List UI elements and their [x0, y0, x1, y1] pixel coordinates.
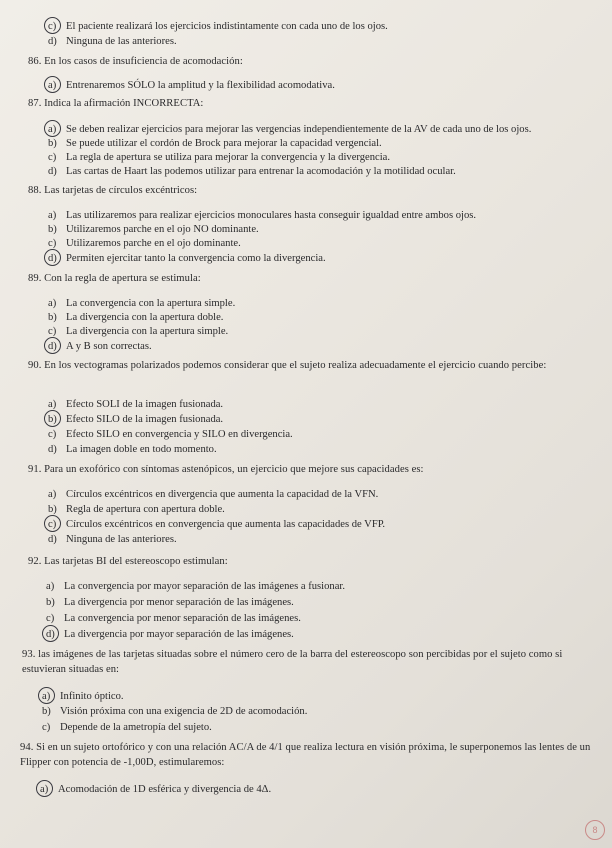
option-c: c) La divergencia con la apertura simple.	[48, 326, 229, 337]
option-d: d) Permiten ejercitar tanto la convergencia como la divergencia.	[48, 252, 326, 265]
answer-circle	[36, 780, 53, 797]
option-b: b) Utilizaremos parche en el ojo NO dominante.	[48, 224, 259, 235]
option-d: d) La divergencia por mayor separación de las imágenes.	[46, 628, 294, 641]
answer-circle	[44, 17, 61, 34]
option-a: a) La convergencia con la apertura simple.	[48, 298, 236, 309]
option-c: c) Círculos excéntricos en convergencia que aumenta las capacidades de VFP.	[48, 518, 385, 531]
option-c: c) La convergencia por menor separación de las imágenes.	[46, 613, 301, 624]
page-number-stamp: 8	[585, 820, 605, 840]
option-a: a) Las utilizaremos para realizar ejercicios monoculares hasta conseguir igualdad entre ambos ojos.	[48, 210, 477, 221]
option-letter: c)	[48, 20, 66, 33]
option-a: a) Efecto SOLI de la imagen fusionada.	[48, 399, 224, 410]
answer-circle	[42, 625, 59, 642]
option-a: a) Infinito óptico.	[42, 690, 124, 703]
option-a: a) Acomodación de 1D esférica y divergencia de 4Δ.	[40, 783, 271, 796]
option-d: d) A y B son correctas.	[48, 340, 152, 353]
question-93: 93. las imágenes de las tarjetas situadas sobre el número cero de la barra del estereoscopo son percibidas por el sujeto como si estuvieran situadas en:	[22, 649, 563, 675]
answer-circle	[38, 687, 55, 704]
option-c: c) Efecto SILO en convergencia y SILO en divergencia.	[48, 429, 293, 440]
question-94: 94. Si en un sujeto ortofórico y con una relación AC/A de 4/1 que realiza lectura en visión próxima, le superponemos las lentes de un Flipper con potencia de -1,00D, estimularemos:	[20, 742, 591, 768]
answer-circle	[44, 76, 61, 93]
option-c: c) El paciente realizará los ejercicios indistintamente con cada uno de los ojos.	[48, 20, 388, 33]
answer-circle	[44, 120, 61, 137]
question-90: 90. En los vectogramas polarizados podemos considerar que el sujeto realiza adecuadamente el ejercicio cuando percibe:	[28, 360, 547, 371]
option-letter: d)	[48, 36, 57, 47]
answer-circle	[44, 337, 61, 354]
answer-circle	[44, 249, 61, 266]
option-c: c) Utilizaremos parche en el ojo dominante.	[48, 238, 241, 249]
option-d: d) Las cartas de Haart las podemos utilizar para entrenar la acomodación y la motilidad ocular.	[48, 166, 456, 177]
option-b: b) La divergencia con la apertura doble.	[48, 312, 224, 323]
option-c: c) Depende de la ametropía del sujeto.	[42, 722, 212, 733]
answer-circle	[44, 410, 61, 427]
option-d: d) Ninguna de las anteriores.	[48, 534, 177, 545]
option-a: a) Se deben realizar ejercicios para mejorar las vergencias independientemente de la AV de cada uno de los ojos.	[48, 123, 531, 136]
option-a: a) La convergencia por mayor separación de las imágenes a fusionar.	[46, 581, 346, 592]
option-a: a) Entrenaremos SÓLO la amplitud y la flexibilidad acomodativa.	[48, 79, 335, 92]
option-c: c) La regla de apertura se utiliza para mejorar la convergencia y la divergencia.	[48, 152, 391, 163]
question-88: 88. Las tarjetas de círculos excéntricos:	[28, 185, 198, 196]
question-91: 91. Para un exofórico con síntomas astenópicos, un ejercicio que mejore sus capacidades es:	[28, 464, 424, 475]
question-92: 92. Las tarjetas BI del estereoscopo estimulan:	[28, 556, 228, 567]
option-b: b) Regla de apertura con apertura doble.	[48, 504, 225, 515]
question-86: 86. En los casos de insuficiencia de acomodación:	[28, 56, 243, 67]
option-b: b) Visión próxima con una exigencia de 2D de acomodación.	[42, 706, 308, 717]
question-87: 87. Indica la afirmación INCORRECTA:	[28, 98, 204, 109]
option-d: d) Ninguna de las anteriores.	[48, 36, 177, 47]
option-d: d) La imagen doble en todo momento.	[48, 444, 217, 455]
option-b: b) Se puede utilizar el cordón de Brock para mejorar la capacidad vergencial.	[48, 138, 382, 149]
option-a: a) Círculos excéntricos en divergencia que aumenta la capacidad de la VFN.	[48, 489, 379, 500]
option-b: b) Efecto SILO de la imagen fusionada.	[48, 413, 223, 426]
option-b: b) La divergencia por menor separación de las imágenes.	[46, 597, 294, 608]
answer-circle	[44, 515, 61, 532]
question-89: 89. Con la regla de apertura se estimula:	[28, 273, 201, 284]
